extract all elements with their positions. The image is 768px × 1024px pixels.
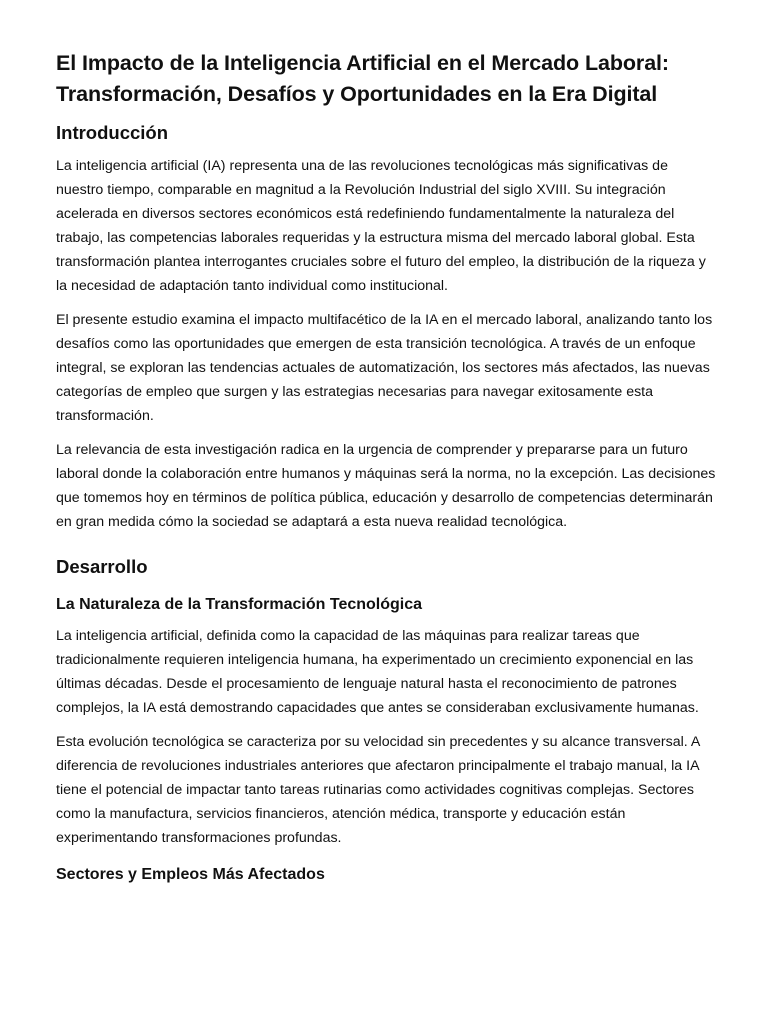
- section-heading-introduccion: Introducción: [56, 122, 169, 143]
- subsection-heading-transformacion: La Naturaleza de la Transformación Tecnológica: [56, 596, 423, 613]
- document-title: El Impacto de la Inteligencia Artificial en el Mercado Laboral: Transformación, Desafíos y Oportunidades en la Era Digital: [56, 51, 669, 106]
- intro-paragraph-1: La inteligencia artificial (IA) representa una de las revoluciones tecnológicas más significativas de nuestro tiempo, comparable en magnitud a la Revolución Industrial del siglo XVIII. Su integración acelerada en diversos sectores económicos está redefiniendo fundamentalmente la naturaleza del trabajo, las competencias laborales requeridas y la estructura misma del mercado laboral global. Esta transformación plantea interrogantes cruciales sobre el futuro del empleo, la distribución de la riqueza y la necesidad de adaptación tanto individual como institucional.: [56, 158, 706, 294]
- section-heading-desarrollo: Desarrollo: [56, 556, 148, 577]
- development-paragraph-1: La inteligencia artificial, definida como la capacidad de las máquinas para realizar tareas que tradicionalmente requieren inteligencia humana, ha experimentado un crecimiento exponencial en las últimas décadas. Desde el procesamiento de lenguaje natural hasta el reconocimiento de patrones complejos, la IA está demostrando capacidades que antes se consideraban exclusivamente humanas.: [56, 628, 699, 716]
- intro-paragraph-3: La relevancia de esta investigación radica en la urgencia de comprender y prepararse para un futuro laboral donde la colaboración entre humanos y máquinas será la norma, no la excepción. Las decisiones que tomemos hoy en términos de política pública, educación y desarrollo de competencias determinarán en gran medida cómo la sociedad se adaptará a esta nueva realidad tecnológica.: [56, 442, 716, 530]
- subsection-heading-sectores: Sectores y Empleos Más Afectados: [56, 866, 325, 883]
- development-paragraph-2: Esta evolución tecnológica se caracteriza por su velocidad sin precedentes y su alcance transversal. A diferencia de revoluciones industriales anteriores que afectaron principalmente el trabajo manual, la IA tiene el potencial de impactar tanto tareas rutinarias como actividades cognitivas complejas. Sectores como la manufactura, servicios financieros, atención médica, transporte y educación están experimentando transformaciones profundas.: [56, 734, 700, 846]
- intro-paragraph-2: El presente estudio examina el impacto multifacético de la IA en el mercado laboral, analizando tanto los desafíos como las oportunidades que emergen de esta transición tecnológica. A través de un enfoque integral, se exploran las tendencias actuales de automatización, los sectores más afectados, las nuevas categorías de empleo que surgen y las estrategias necesarias para navegar exitosamente esta transformación.: [56, 312, 713, 424]
